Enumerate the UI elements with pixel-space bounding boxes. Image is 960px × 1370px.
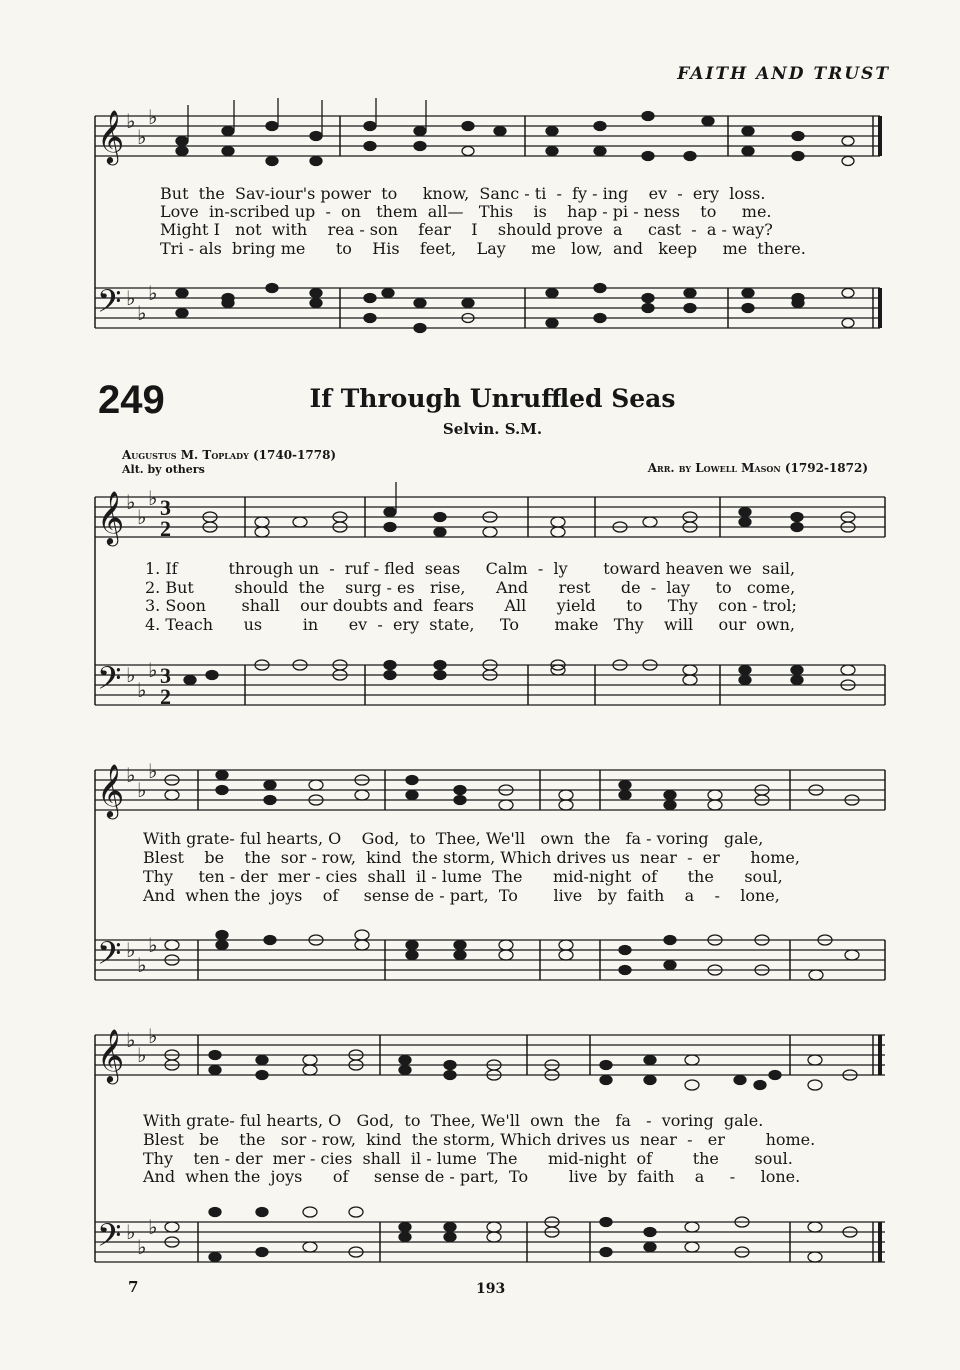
page-number: 193: [476, 1281, 506, 1297]
svg-text:♭: ♭: [137, 1043, 147, 1067]
svg-text:♭: ♭: [137, 505, 147, 529]
svg-text:♭: ♭: [148, 759, 158, 783]
note-heads: [165, 98, 859, 1262]
svg-text:♭: ♭: [148, 486, 158, 510]
lyric-line: Love in-scribed up - on them all— This is hap - pi - ness to me.: [160, 202, 772, 221]
lyric-line: Tri - als bring me to His feet, Lay me low, and keep me there.: [160, 239, 806, 258]
svg-text:♭: ♭: [137, 778, 147, 802]
lyric-line: 4. Teach us in ev - ery state, To make Thy will our own,: [145, 615, 795, 634]
svg-text:𝄞: 𝄞: [97, 109, 125, 163]
lyric-line: Thy ten - der mer - cies shall il - lume The mid-night of the soul.: [143, 1149, 793, 1168]
author-credit: Augustus M. Toplady (1740-1778): [122, 448, 337, 462]
lyric-line: With grate- ful hearts, O God, to Thee, We'll own the fa - voring gale.: [143, 1111, 764, 1130]
svg-text:𝄞: 𝄞: [97, 763, 125, 817]
tune-name: Selvin. S.M.: [442, 420, 543, 438]
svg-text:3: 3: [160, 495, 171, 520]
svg-text:𝄢: 𝄢: [97, 1217, 122, 1261]
svg-text:𝄞: 𝄞: [97, 490, 125, 544]
svg-text:♭: ♭: [126, 109, 136, 133]
svg-text:♭: ♭: [148, 105, 158, 129]
svg-text:♭: ♭: [148, 658, 158, 682]
lyric-line: Blest be the sor - row, kind the storm, Which drives us near - er home,: [143, 848, 800, 867]
svg-text:𝄢: 𝄢: [97, 283, 122, 327]
svg-text:♭: ♭: [126, 763, 136, 787]
svg-text:2: 2: [160, 516, 171, 541]
svg-text:♭: ♭: [126, 1220, 136, 1244]
svg-text:♭: ♭: [137, 301, 147, 325]
svg-text:𝄞: 𝄞: [97, 1028, 125, 1082]
svg-text:𝄢: 𝄢: [97, 935, 122, 979]
svg-text:♭: ♭: [148, 281, 158, 305]
lyric-line: And when the joys of sense de - part, To live by faith a - lone,: [143, 886, 780, 905]
hymn-title: If Through Unruffled Seas: [309, 384, 676, 413]
author-note: Alt. by others: [122, 463, 205, 476]
lyric-line: And when the joys of sense de - part, To live by faith a - lone.: [143, 1167, 801, 1186]
svg-text:♭: ♭: [137, 953, 147, 977]
svg-text:♭: ♭: [137, 678, 147, 702]
svg-text:♭: ♭: [148, 1024, 158, 1048]
svg-text:3: 3: [160, 663, 171, 688]
svg-text:𝄢: 𝄢: [97, 660, 122, 704]
svg-text:♭: ♭: [137, 125, 147, 149]
svg-text:♭: ♭: [126, 938, 136, 962]
svg-text:♭: ♭: [126, 1028, 136, 1052]
lyric-line: With grate- ful hearts, O God, to Thee, We'll own the fa - voring gale,: [143, 829, 764, 848]
svg-text:♭: ♭: [148, 933, 158, 957]
lyric-line: Thy ten - der mer - cies shall il - lume The mid-night of the soul,: [143, 867, 783, 886]
svg-text:♭: ♭: [137, 1235, 147, 1259]
svg-text:♭: ♭: [126, 490, 136, 514]
lyric-line: 2. But should the surg - es rise, And rest de - lay to come,: [145, 578, 796, 597]
svg-text:♭: ♭: [148, 1215, 158, 1239]
lyric-line: 1. If through un - ruf - fled seas Calm - ly toward heaven we sail,: [145, 559, 796, 578]
section-header: FAITH AND TRUST: [677, 64, 890, 84]
lyric-line: 3. Soon shall our doubts and fears All yield to Thy con - trol;: [145, 596, 797, 615]
lyric-line: Blest be the sor - row, kind the storm, Which drives us near - er home.: [143, 1130, 816, 1149]
lyric-line: But the Sav-iour's power to know, Sanc - ti - fy - ing ev - ery loss.: [160, 184, 766, 203]
svg-text:♭: ♭: [126, 663, 136, 687]
hymn-number: 249: [98, 378, 165, 422]
svg-text:♭: ♭: [126, 286, 136, 310]
signature-mark: 7: [128, 1278, 139, 1296]
lyric-line: Might I not with rea - son fear I should prove a cast - a - way?: [160, 220, 773, 239]
svg-text:2: 2: [160, 684, 171, 709]
arranger-credit: Arr. by Lowell Mason (1792-1872): [647, 461, 868, 475]
